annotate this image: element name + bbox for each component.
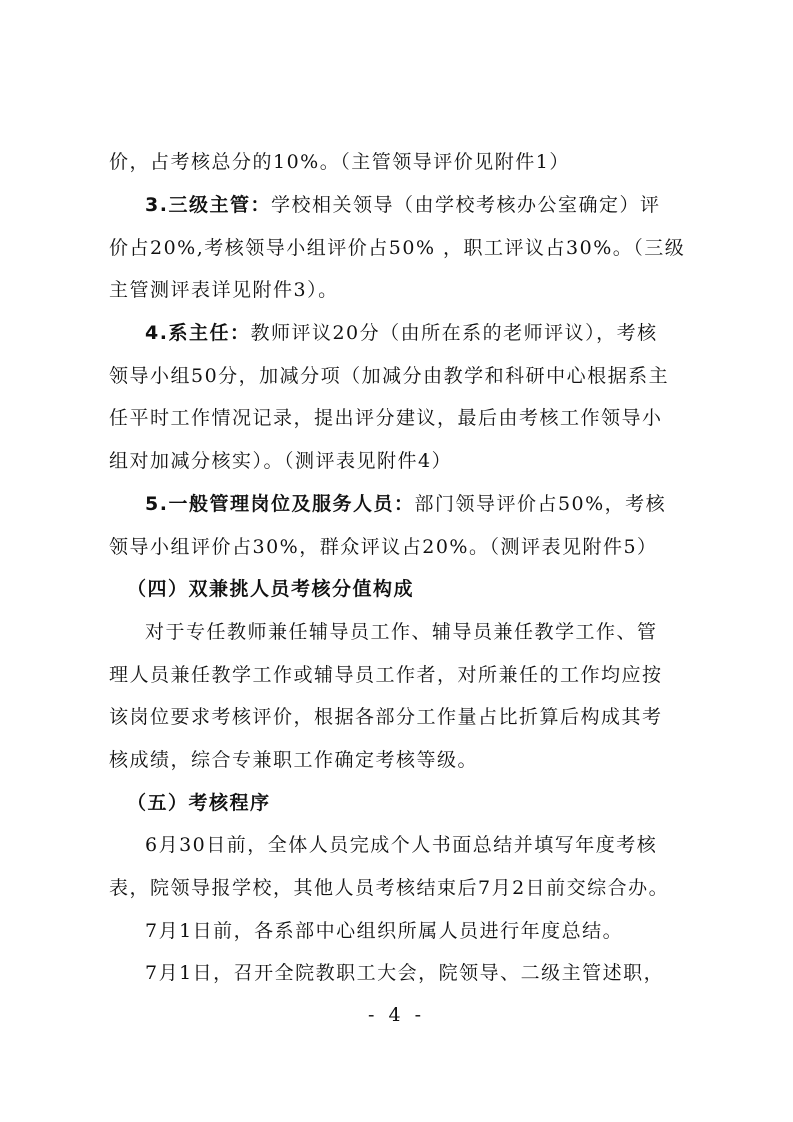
line-text: 该岗位要求考核评价，根据各部分工作量占比折算后构成其考 [109, 706, 663, 728]
line-text: 理人员兼任教学工作或辅导员工作者，对所兼任的工作均应按 [109, 664, 663, 686]
line-text: 主管测评表详见附件3）。 [109, 279, 339, 301]
text-line [145, 620, 658, 644]
text-line [109, 449, 452, 473]
line-text: 学校相关领导（由学校考核办公室确定）评 [270, 194, 661, 216]
section-heading [127, 577, 414, 601]
text-line [145, 961, 664, 985]
section-label: 5.一般管理岗位及服务人员： [145, 493, 415, 515]
text-line [145, 492, 666, 516]
text-line [109, 705, 663, 729]
page-number: - 4 - [367, 1004, 425, 1026]
line-text: 对于专任教师兼任辅导员工作、辅导员兼任教学工作、管 [145, 621, 658, 643]
line-text: 表，院领导报学校，其他人员考核结束后7月2日前交综合办。 [109, 877, 670, 899]
line-text: 核成绩，综合专兼职工作确定考核等级。 [109, 749, 479, 771]
line-text: 7月1日，召开全院教职工大会，院领导、二级主管述职， [145, 962, 665, 984]
line-text: 领导小组50分，加减分项（加减分由教学和科研中心根据系主 [109, 365, 670, 387]
text-line [109, 876, 669, 900]
heading-text: （五）考核程序 [127, 792, 271, 814]
text-line [145, 833, 657, 857]
text-line [109, 535, 658, 559]
section-heading [127, 791, 271, 815]
line-text: 6月30日前，全体人员完成个人书面总结并填写年度考核 [145, 834, 658, 856]
text-line [109, 364, 669, 388]
line-text: 任平时工作情况记录，提出评分建议，最后由考核工作领导小 [109, 407, 663, 429]
text-line [109, 278, 339, 302]
section-label: 3.三级主管： [145, 194, 271, 216]
text-line [109, 406, 663, 430]
text-line [109, 663, 663, 687]
line-text: 价，占考核总分的10%。（主管领导评价见附件1） [109, 151, 570, 173]
text-line [145, 193, 660, 217]
text-line [109, 150, 570, 174]
line-text: 价占20%,考核领导小组评价占50% ，职工评议占30%。（三级 [109, 237, 686, 259]
line-text: 部门领导评价占50%，考核 [414, 493, 667, 515]
text-line [145, 919, 623, 943]
line-text: 组对加减分核实）。（测评表见附件4） [109, 450, 453, 472]
heading-text: （四）双兼挑人员考核分值构成 [127, 578, 415, 600]
section-label: 4.系主任： [145, 322, 251, 344]
text-line [109, 236, 685, 260]
line-text: 教师评议20分（由所在系的老师评议），考核 [250, 322, 658, 344]
text-line [145, 321, 658, 345]
line-text: 领导小组评价占30%，群众评议占20%。（测评表见附件5） [109, 536, 658, 558]
line-text: 7月1日前，各系部中心组织所属人员进行年度总结。 [145, 920, 624, 942]
text-line [109, 748, 478, 772]
